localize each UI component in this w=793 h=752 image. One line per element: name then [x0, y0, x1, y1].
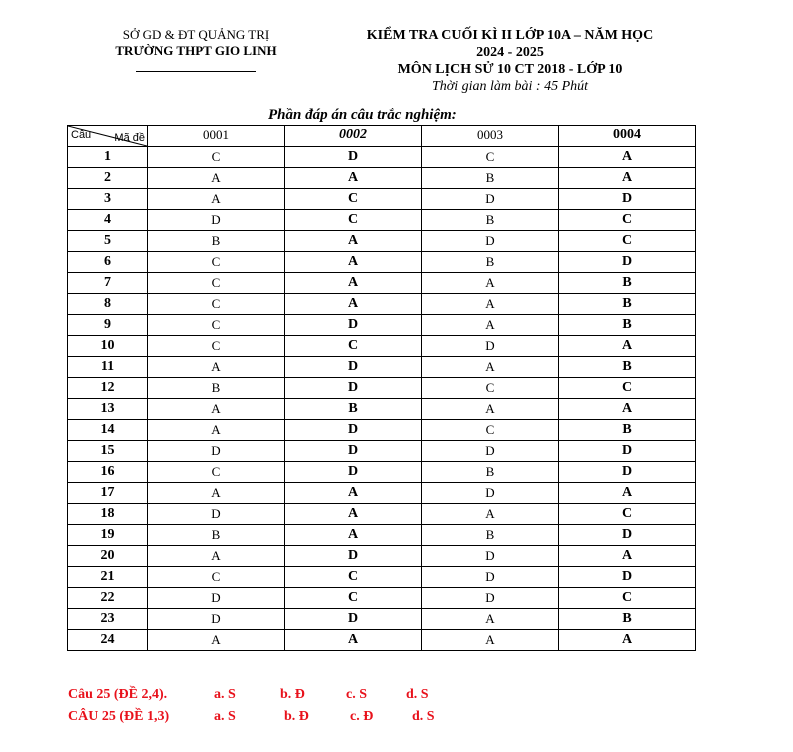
answer-cell: B — [559, 420, 696, 441]
answer-cell: D — [285, 315, 422, 336]
answer-cell: C — [148, 294, 285, 315]
question-number: 3 — [68, 189, 148, 210]
answer-cell: D — [422, 441, 559, 462]
answer-cell: A — [559, 483, 696, 504]
footer-answer-b: b. Đ — [284, 709, 309, 724]
answer-cell: C — [148, 315, 285, 336]
answer-cell: A — [559, 399, 696, 420]
section-title: Phần đáp án câu trắc nghiệm: — [268, 107, 457, 123]
answer-cell: A — [559, 630, 696, 651]
question-number: 5 — [68, 231, 148, 252]
answer-cell: D — [422, 231, 559, 252]
answer-cell: B — [148, 231, 285, 252]
answer-cell: A — [422, 315, 559, 336]
answer-cell: D — [148, 504, 285, 525]
answer-cell: A — [422, 504, 559, 525]
corner-label-question: Câu — [71, 129, 92, 141]
answer-cell: A — [285, 231, 422, 252]
answer-cell: B — [285, 399, 422, 420]
answer-cell: B — [559, 609, 696, 630]
question-number: 14 — [68, 420, 148, 441]
question-number: 7 — [68, 273, 148, 294]
answer-cell: C — [148, 336, 285, 357]
answer-cell: D — [559, 462, 696, 483]
table-row — [68, 399, 696, 420]
answer-cell: A — [285, 168, 422, 189]
table-row — [68, 609, 696, 630]
exam-title: KIỂM TRA CUỐI KÌ II LỚP 10A – NĂM HỌC — [366, 28, 654, 43]
table-row — [68, 378, 696, 399]
answer-cell: C — [148, 462, 285, 483]
answer-cell: B — [559, 273, 696, 294]
answer-cell: D — [422, 336, 559, 357]
answer-cell: D — [148, 441, 285, 462]
answer-cell: B — [422, 252, 559, 273]
footer-answer-a: a. S — [214, 709, 236, 724]
corner-cell — [68, 126, 148, 147]
question-number: 8 — [68, 294, 148, 315]
answer-cell: A — [285, 525, 422, 546]
table-row — [68, 189, 696, 210]
answer-cell: A — [285, 252, 422, 273]
department-name: SỞ GD & ĐT QUẢNG TRỊ — [122, 27, 270, 42]
answer-cell: D — [148, 609, 285, 630]
answer-cell: D — [422, 567, 559, 588]
table-row — [68, 336, 696, 357]
answer-cell: B — [559, 294, 696, 315]
table-row — [68, 210, 696, 231]
table-row — [68, 315, 696, 336]
answer-cell: D — [559, 189, 696, 210]
school-header — [96, 27, 296, 72]
answer-cell: C — [559, 210, 696, 231]
footer-label: Câu 25 (ĐỀ 2,4). — [68, 687, 168, 702]
answer-cell: A — [148, 630, 285, 651]
answer-cell: A — [148, 483, 285, 504]
answer-cell: A — [422, 357, 559, 378]
answer-cell: A — [559, 147, 696, 168]
table-row — [68, 168, 696, 189]
answer-cell: C — [285, 588, 422, 609]
answer-cell: D — [559, 567, 696, 588]
answer-cell: D — [422, 189, 559, 210]
question-number: 17 — [68, 483, 148, 504]
question-number: 13 — [68, 399, 148, 420]
footer-line — [68, 686, 429, 703]
answer-cell: C — [422, 147, 559, 168]
answer-cell: A — [285, 294, 422, 315]
answer-cell: D — [148, 210, 285, 231]
table-row — [68, 525, 696, 546]
answer-cell: D — [148, 588, 285, 609]
answer-cell: A — [285, 273, 422, 294]
table-row — [68, 504, 696, 525]
code-header: 0001 — [148, 126, 285, 147]
question-number: 19 — [68, 525, 148, 546]
answer-cell: C — [285, 567, 422, 588]
answer-cell: C — [559, 588, 696, 609]
table-row — [68, 252, 696, 273]
question-number: 12 — [68, 378, 148, 399]
answer-cell: A — [285, 630, 422, 651]
answer-cell: A — [148, 357, 285, 378]
answer-cell: D — [285, 357, 422, 378]
answer-cell: A — [559, 168, 696, 189]
answer-cell: A — [285, 504, 422, 525]
answer-cell: D — [559, 252, 696, 273]
question-number: 16 — [68, 462, 148, 483]
answer-cell: C — [148, 252, 285, 273]
question-number: 6 — [68, 252, 148, 273]
answer-cell: C — [285, 189, 422, 210]
answer-cell: B — [422, 462, 559, 483]
footer-answer-c: c. Đ — [350, 709, 374, 724]
question-number: 15 — [68, 441, 148, 462]
answer-cell: D — [285, 462, 422, 483]
answer-cell: B — [148, 525, 285, 546]
question-number: 22 — [68, 588, 148, 609]
question-number: 23 — [68, 609, 148, 630]
answer-cell: D — [559, 525, 696, 546]
answer-cell: C — [559, 231, 696, 252]
question-number: 20 — [68, 546, 148, 567]
answer-cell: A — [148, 399, 285, 420]
answer-cell: C — [422, 420, 559, 441]
footer-answer-d: d. S — [412, 709, 435, 724]
question-number: 18 — [68, 504, 148, 525]
code-header: 0002 — [285, 126, 422, 147]
answer-cell: D — [422, 588, 559, 609]
answer-cell: A — [422, 273, 559, 294]
answer-cell: A — [285, 483, 422, 504]
question-number: 10 — [68, 336, 148, 357]
question-number: 21 — [68, 567, 148, 588]
exam-duration: Thời gian làm bài : 45 Phút — [431, 79, 589, 94]
answer-cell: D — [285, 420, 422, 441]
answer-cell: A — [422, 630, 559, 651]
school-year: 2024 - 2025 — [476, 45, 544, 60]
header-underline — [136, 71, 256, 72]
answer-cell: C — [559, 504, 696, 525]
answer-body — [68, 147, 696, 651]
answer-cell: C — [285, 210, 422, 231]
table-row — [68, 294, 696, 315]
table-row — [68, 231, 696, 252]
question-number: 11 — [68, 357, 148, 378]
footer-answer-a: a. S — [214, 687, 236, 702]
question-number: 1 — [68, 147, 148, 168]
answer-cell: A — [148, 420, 285, 441]
code-header: 0003 — [422, 126, 559, 147]
footer-line — [68, 708, 435, 725]
answer-cell: D — [285, 441, 422, 462]
answer-cell: A — [559, 336, 696, 357]
answer-cell: B — [422, 525, 559, 546]
answer-cell: A — [148, 168, 285, 189]
answer-cell: B — [422, 168, 559, 189]
answer-cell: C — [148, 147, 285, 168]
table-row — [68, 462, 696, 483]
footer-answer-b: b. Đ — [280, 687, 305, 702]
footer-label: CÂU 25 (ĐỀ 1,3) — [68, 709, 170, 724]
table-row — [68, 588, 696, 609]
question-number: 2 — [68, 168, 148, 189]
answer-cell: D — [285, 378, 422, 399]
answer-cell: D — [559, 441, 696, 462]
answer-cell: D — [285, 546, 422, 567]
question-number: 9 — [68, 315, 148, 336]
table-row — [68, 630, 696, 651]
answer-cell: D — [422, 546, 559, 567]
question-number: 4 — [68, 210, 148, 231]
code-header: 0004 — [559, 126, 696, 147]
table-header-row — [68, 126, 696, 147]
footer-answer-d: d. S — [406, 687, 429, 702]
table-row — [68, 273, 696, 294]
table-row — [68, 420, 696, 441]
answer-cell: B — [559, 315, 696, 336]
answer-cell: C — [422, 378, 559, 399]
answer-cell: B — [422, 210, 559, 231]
answer-cell: C — [148, 273, 285, 294]
exam-header — [330, 27, 690, 95]
answer-cell: A — [422, 294, 559, 315]
footer-answer-c: c. S — [346, 687, 367, 702]
answer-cell: A — [148, 189, 285, 210]
answer-cell: A — [559, 546, 696, 567]
table-row — [68, 567, 696, 588]
table-row — [68, 147, 696, 168]
table-row — [68, 357, 696, 378]
answer-cell: D — [285, 147, 422, 168]
answer-cell: D — [422, 483, 559, 504]
answer-cell: B — [148, 378, 285, 399]
answer-cell: B — [559, 357, 696, 378]
answer-cell: C — [148, 567, 285, 588]
school-name: TRƯỜNG THPT GIO LINH — [115, 43, 277, 58]
answer-cell: A — [422, 609, 559, 630]
answer-table — [67, 125, 696, 651]
answer-cell: D — [285, 609, 422, 630]
question-number: 24 — [68, 630, 148, 651]
table-row — [68, 546, 696, 567]
answer-cell: C — [285, 336, 422, 357]
corner-label-code: Mã đề — [114, 132, 145, 144]
table-row — [68, 441, 696, 462]
exam-subject: MÔN LỊCH SỬ 10 CT 2018 - LỚP 10 — [397, 62, 623, 77]
table-row — [68, 483, 696, 504]
answer-cell: C — [559, 378, 696, 399]
answer-cell: A — [148, 546, 285, 567]
answer-cell: A — [422, 399, 559, 420]
